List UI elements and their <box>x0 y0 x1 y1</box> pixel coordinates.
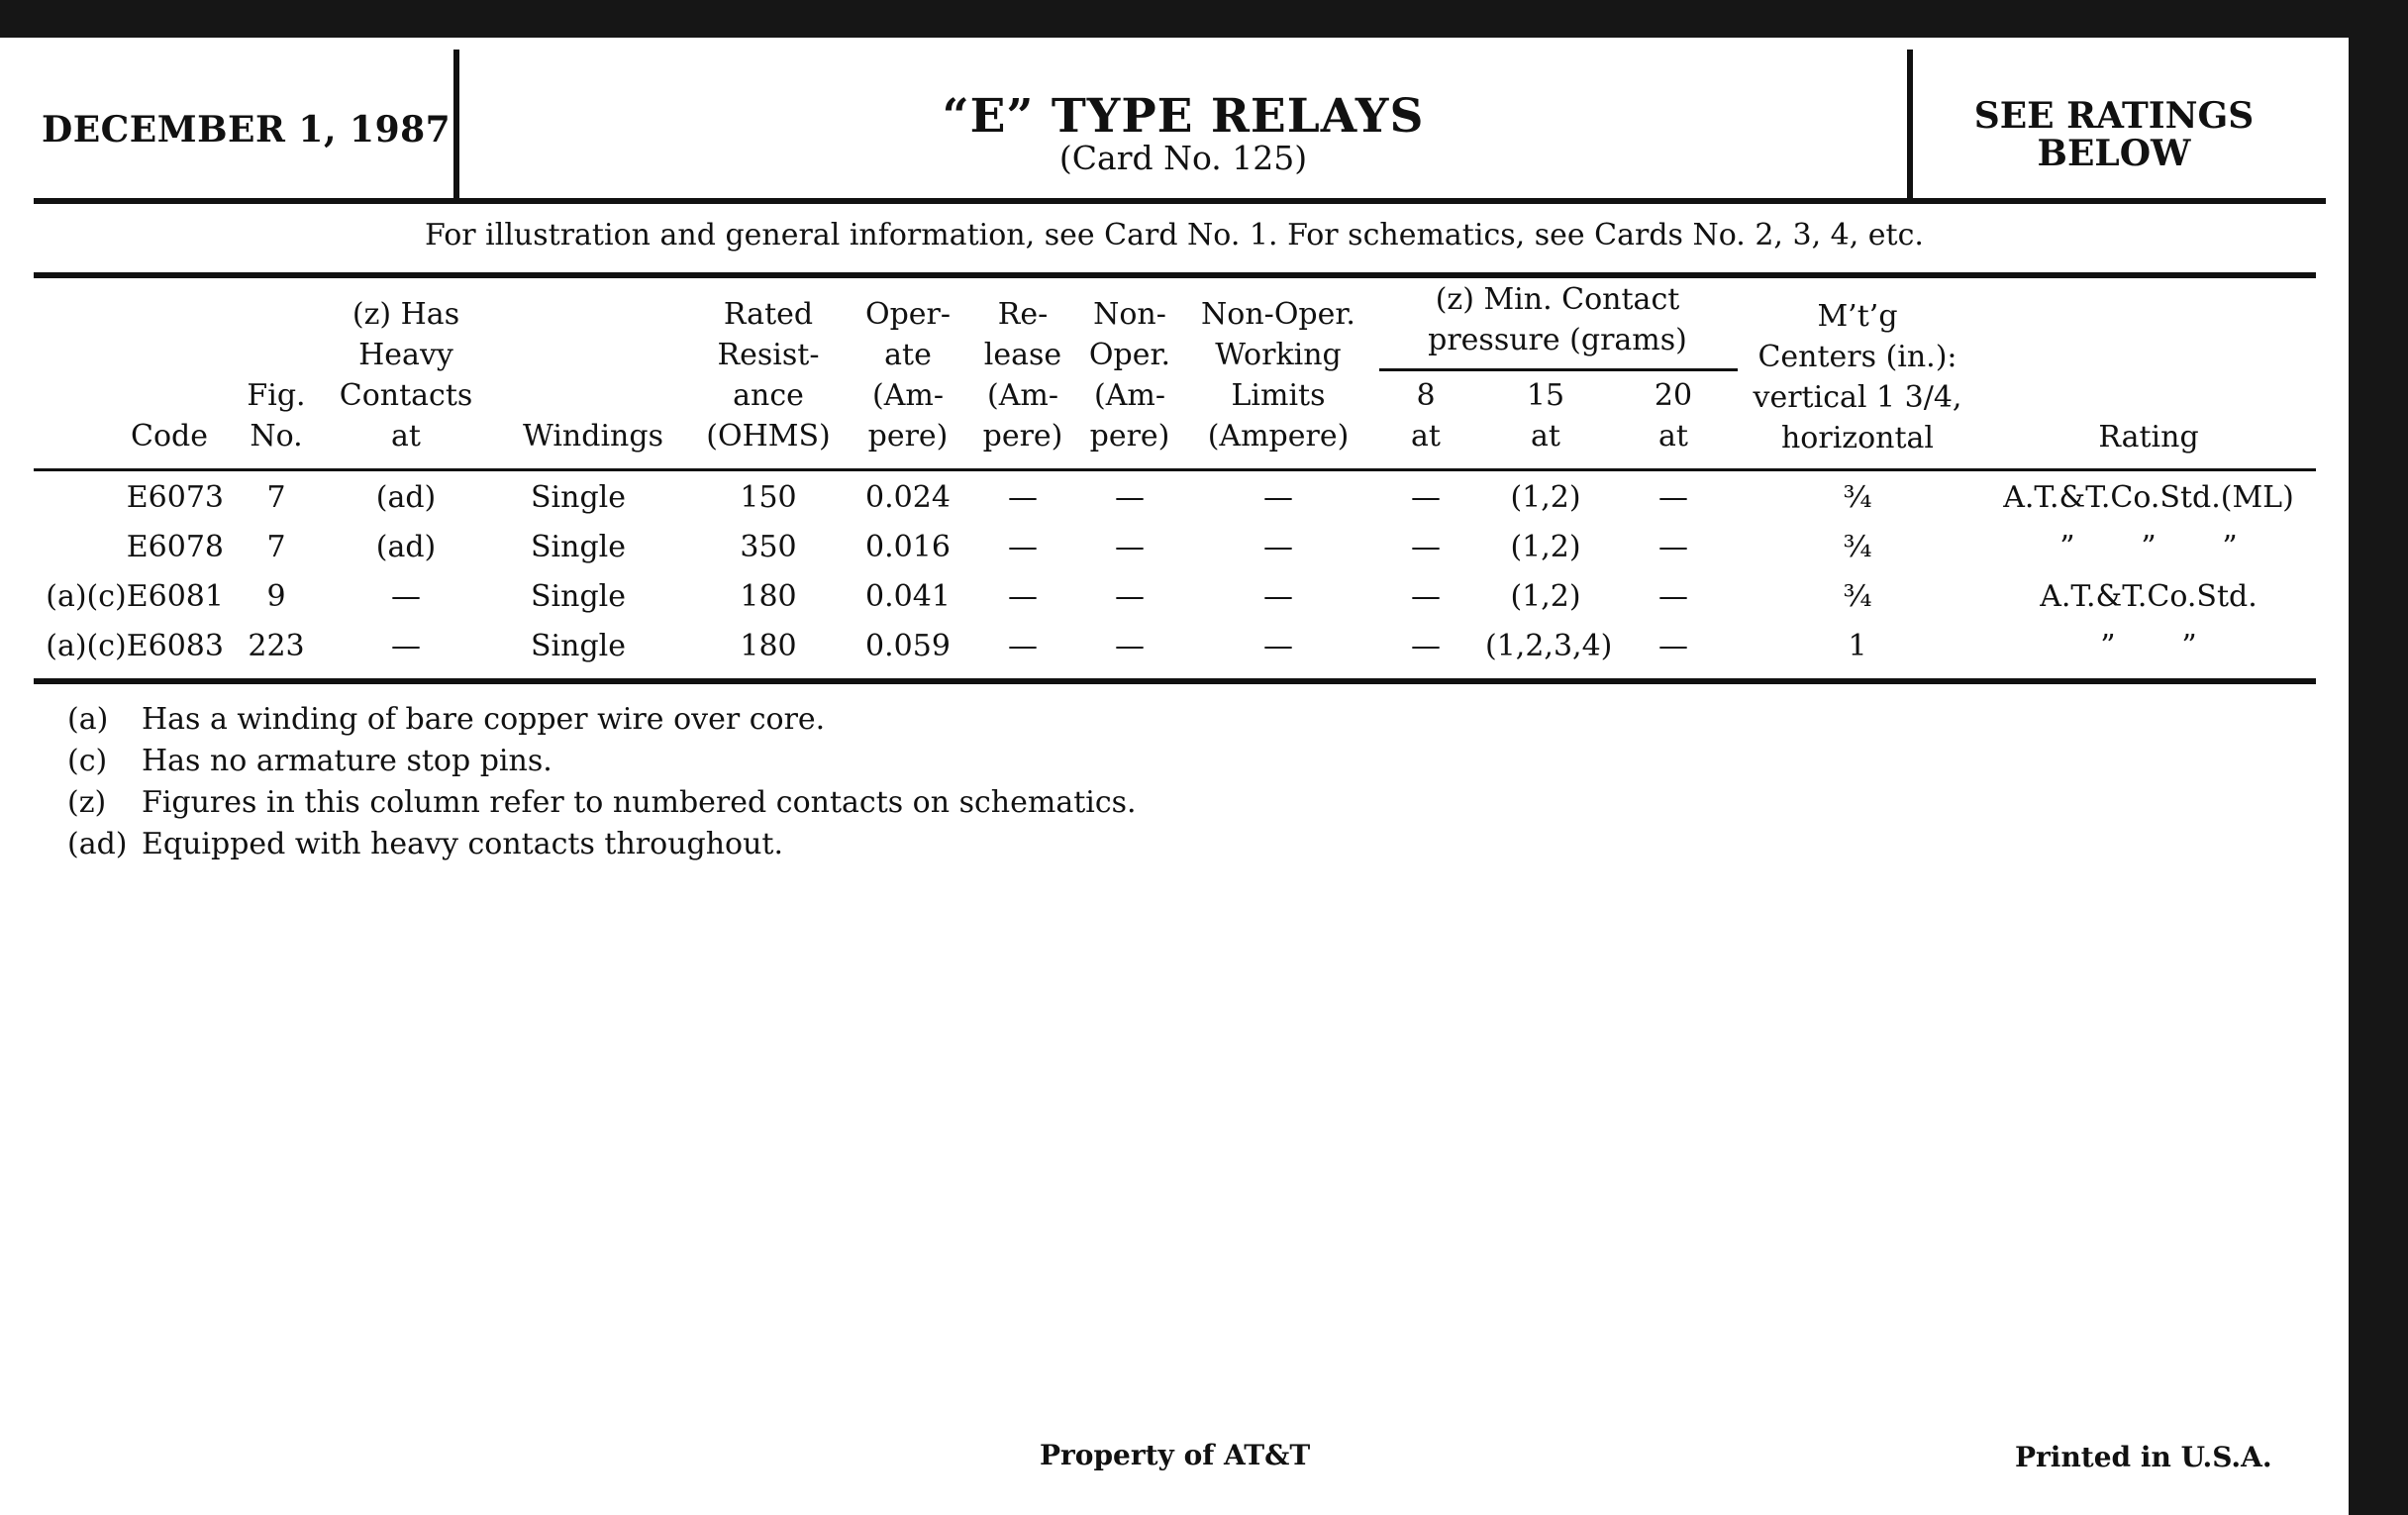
cell-windings: Single <box>531 579 627 614</box>
cell-nonoper: — <box>1115 579 1145 614</box>
col-header-min-contact-line: pressure (grams) <box>1428 323 1687 357</box>
card-date: DECEMBER 1, 1987 <box>42 109 452 151</box>
cell-fig: 223 <box>248 629 305 663</box>
cell-resist: 150 <box>740 480 797 515</box>
col-header-pressure-20 <box>1644 375 1703 456</box>
cell-working: — <box>1263 480 1293 515</box>
cell-heavy: (ad) <box>375 480 437 515</box>
cell-resist: 180 <box>740 579 797 614</box>
cell-rating: A.T.&T.Co.Std.(ML) <box>2003 480 2294 515</box>
col-header-p20-line: at <box>1658 419 1688 454</box>
footer-printed: Printed in U.S.A. <box>2015 1441 2272 1473</box>
cell-operate: 0.024 <box>865 480 951 515</box>
cell-fig: 9 <box>266 579 286 614</box>
col-header-release-line: lease <box>983 338 1062 372</box>
footnote-key: (ad) <box>67 827 128 861</box>
col-header-working-line: Working <box>1215 338 1342 372</box>
cell-rating: ” ” <box>2100 629 2197 663</box>
cell-nonoper: — <box>1115 629 1145 663</box>
col-header-rating <box>1980 417 2317 457</box>
col-header-p20-line: 20 <box>1654 378 1693 413</box>
col-header-operate <box>857 294 958 456</box>
cell-mtg: ¾ <box>1843 579 1872 614</box>
col-header-working-line: Limits <box>1231 378 1326 413</box>
col-header-windings <box>515 416 671 456</box>
cell-p8: — <box>1411 480 1441 515</box>
cell-p20: — <box>1658 579 1688 614</box>
cell-release: — <box>1008 579 1038 614</box>
table-bottom-rule <box>34 678 2316 684</box>
col-header-rating-line: Rating <box>2098 420 2199 454</box>
footer-property: Property of AT&T <box>1040 1439 1311 1471</box>
col-header-heavy-line: Heavy <box>358 338 453 372</box>
cell-operate: 0.059 <box>865 629 951 663</box>
cell-rating: ” ” ” <box>2059 530 2238 564</box>
right-scan-border <box>2349 0 2408 1515</box>
cell-resist: 180 <box>740 629 797 663</box>
footnote-key: (c) <box>67 744 108 778</box>
cell-rating: A.T.&T.Co.Std. <box>2040 579 2258 614</box>
page-title: “E” TYPE RELAYS <box>942 89 1425 144</box>
col-header-mounting-centers <box>1748 296 1967 458</box>
col-header-nonoper-line: (Am- <box>1094 378 1165 413</box>
cell-working: — <box>1263 579 1293 614</box>
col-header-operate-line: Oper- <box>864 297 952 332</box>
ratings-note: SEE RATINGS BELOW <box>1973 95 2255 174</box>
cell-working: — <box>1263 629 1293 663</box>
cell-mtg: ¾ <box>1843 530 1872 564</box>
cell-operate: 0.041 <box>865 579 951 614</box>
col-header-p8-line: at <box>1411 419 1441 454</box>
cell-fig: 7 <box>266 530 286 564</box>
cell-p8: — <box>1411 629 1441 663</box>
cell-heavy: (ad) <box>375 530 437 564</box>
cell-heavy: — <box>391 579 421 614</box>
col-header-p15-line: 15 <box>1526 378 1565 413</box>
col-header-operate-line: pere) <box>867 419 949 454</box>
col-header-heavy-line: Contacts <box>339 378 473 413</box>
col-header-fig-line: No. <box>250 419 303 454</box>
col-header-mtg-line: horizontal <box>1780 421 1935 455</box>
col-header-release-line: (Am- <box>987 378 1058 413</box>
cell-windings: Single <box>531 530 627 564</box>
col-header-operate-line: ate <box>884 338 932 372</box>
footnote-text: Has a winding of bare copper wire over core. <box>142 702 826 737</box>
col-header-fig-line: Fig. <box>247 378 306 413</box>
cell-mtg: ¾ <box>1843 480 1872 515</box>
cell-code: (a)(c)E6081 <box>46 579 224 614</box>
cell-code: (a)(c)E6083 <box>46 629 224 663</box>
col-header-p8-line: 8 <box>1416 378 1436 413</box>
footnote-key: (a) <box>67 702 109 737</box>
cell-heavy: — <box>391 629 421 663</box>
col-header-nonoper-line: Oper. <box>1088 338 1171 372</box>
col-header-operate-line: (Am- <box>872 378 944 413</box>
cell-operate: 0.016 <box>865 530 951 564</box>
cell-p8: — <box>1411 579 1441 614</box>
col-header-mtg-line: M’t’g <box>1817 299 1898 334</box>
col-header-working-line: Non-Oper. <box>1201 297 1355 332</box>
col-header-min-contact-pressure <box>1376 279 1739 360</box>
col-header-rated-resistance <box>696 294 841 456</box>
cell-p15: (1,2) <box>1510 530 1581 564</box>
cell-p15: (1,2,3,4) <box>1485 629 1613 663</box>
cell-code: E6073 <box>126 480 224 515</box>
card-number: (Card No. 125) <box>1058 139 1308 177</box>
col-header-pressure-15 <box>1485 375 1606 456</box>
cell-windings: Single <box>531 629 627 663</box>
cell-p20: — <box>1658 530 1688 564</box>
cell-fig: 7 <box>266 480 286 515</box>
top-scan-border <box>0 0 2408 38</box>
footnote-text: Has no armature stop pins. <box>142 744 552 778</box>
col-header-release-line: Re- <box>997 297 1049 332</box>
col-header-heavy-line: at <box>391 419 421 454</box>
cell-p15: (1,2) <box>1510 579 1581 614</box>
col-header-resist-line: Resist- <box>717 338 820 372</box>
col-header-working-line: (Ampere) <box>1207 419 1350 454</box>
col-header-working-limits <box>1188 294 1368 456</box>
cell-code: E6078 <box>126 530 224 564</box>
col-header-pressure-8 <box>1396 375 1455 456</box>
footnote-key: (z) <box>67 785 107 820</box>
col-header-resist-line: (OHMS) <box>706 419 831 454</box>
col-header-nonoper-line: pere) <box>1089 419 1170 454</box>
general-info-note: For illustration and general information, see Card No. 1. For schematics, see Cards No. 2, 3, 4, etc. <box>425 218 1924 252</box>
header-divider-left <box>453 50 459 200</box>
cell-nonoper: — <box>1115 480 1145 515</box>
cell-resist: 350 <box>740 530 797 564</box>
min-contact-underline <box>1379 368 1738 371</box>
cell-release: — <box>1008 530 1038 564</box>
col-header-p15-line: at <box>1531 419 1560 454</box>
table-header-rule <box>34 468 2316 471</box>
col-header-windings-line: Windings <box>523 419 663 454</box>
col-header-min-contact-line: (z) Min. Contact <box>1435 282 1680 317</box>
cell-release: — <box>1008 480 1038 515</box>
col-header-release-line: pere) <box>982 419 1063 454</box>
col-header-nonoper-line: Non- <box>1093 297 1166 332</box>
col-header-code-line: Code <box>131 419 208 454</box>
cell-p20: — <box>1658 480 1688 515</box>
cell-windings: Single <box>531 480 627 515</box>
info-bottom-rule <box>34 272 2316 278</box>
col-header-resist-line: Rated <box>723 297 814 332</box>
col-header-heavy-line: (z) Has <box>351 297 460 332</box>
cell-p15: (1,2) <box>1510 480 1581 515</box>
footnote-text: Figures in this column refer to numbered contacts on schematics. <box>142 785 1137 820</box>
cell-release: — <box>1008 629 1038 663</box>
cell-mtg: 1 <box>1848 629 1867 663</box>
col-header-mtg-line: vertical 1 3/4, <box>1753 380 1962 415</box>
footnote-text: Equipped with heavy contacts throughout. <box>142 827 784 861</box>
header-bottom-rule <box>34 198 2326 204</box>
cell-working: — <box>1263 530 1293 564</box>
col-header-code <box>107 416 232 456</box>
col-header-heavy-contacts <box>332 294 480 456</box>
col-header-release <box>973 294 1072 456</box>
col-header-fig <box>242 375 311 456</box>
col-header-mtg-line: Centers (in.): <box>1757 340 1957 374</box>
cell-nonoper: — <box>1115 530 1145 564</box>
col-header-non-operate <box>1079 294 1180 456</box>
cell-p8: — <box>1411 530 1441 564</box>
cell-p20: — <box>1658 629 1688 663</box>
col-header-resist-line: ance <box>733 378 804 413</box>
